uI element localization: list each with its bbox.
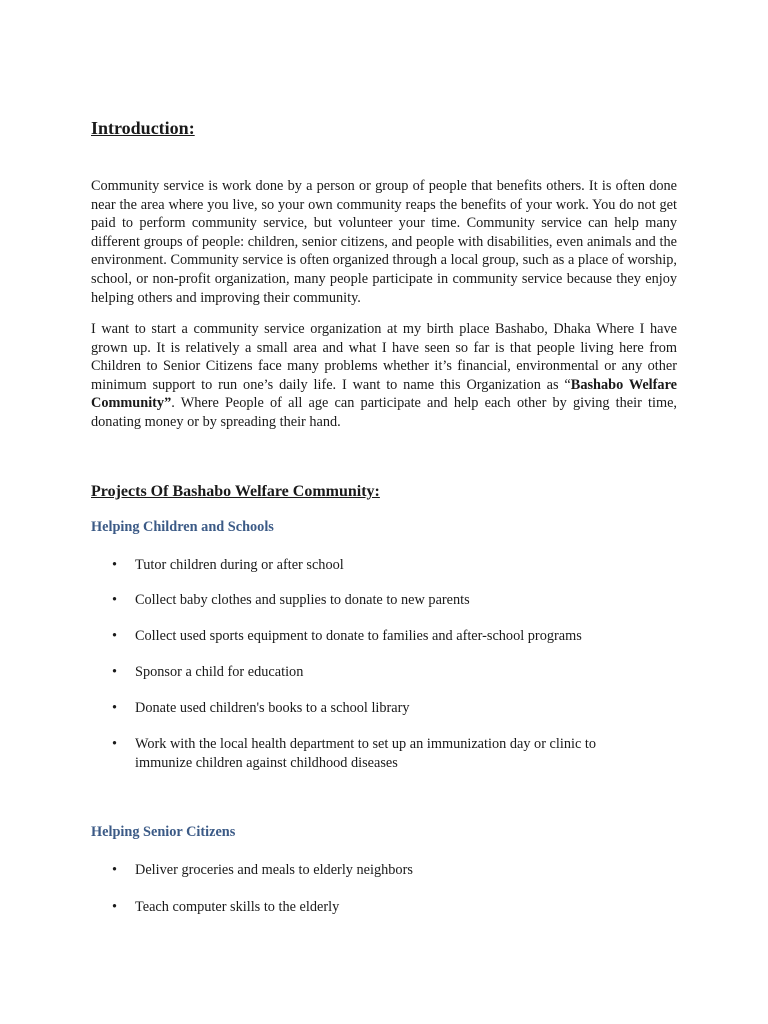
organization-name: Bashabo Welfare Community” <box>91 376 677 412</box>
bullet-icon: • <box>112 592 118 608</box>
intro-paragraph-2-text-start: I want to start a community service organization at my birth place Bashabo, Dhaka Where I have grown up. It is relatively a small area and what I have seen so far is that people living here from Children to Senior Citizens face many problems whether it’s financial, environmental or any other minimum support to run one’s daily life. I want to name this Organization as “ <box>91 321 677 393</box>
list-item-text: Donate used children's books to a school library <box>135 700 410 716</box>
bullet-icon: • <box>112 664 118 680</box>
bullet-icon: • <box>112 557 118 573</box>
list-item-text: Teach computer skills to the elderly <box>135 899 340 915</box>
list-item-text: Collect baby clothes and supplies to donate to new parents <box>135 592 470 608</box>
intro-paragraph-2 <box>91 320 677 432</box>
intro-paragraph-2-text-end: . Where People of all age can participate and help each other by giving their time, donating money or by spreading their hand. <box>91 395 677 430</box>
intro-heading: Introduction: <box>91 118 195 138</box>
projects-heading: Projects Of Bashabo Welfare Community: <box>91 483 380 500</box>
bullet-icon: • <box>112 899 118 915</box>
seniors-section-title: Helping Senior Citizens <box>91 824 236 840</box>
children-section-title: Helping Children and Schools <box>91 519 274 535</box>
list-item-text: Sponsor a child for education <box>135 664 304 680</box>
list-item-text: Tutor children during or after school <box>135 557 344 573</box>
intro-paragraph-1: Community service is work done by a person or group of people that benefits others. It is often done near the area where you live, so your own community reaps the benefits of your work. You do not get paid to perform community service, but volunteer your time. Community service can help many different groups of people: children, senior citizens, and people with disabilities, even animals and the environment. Community service is often organized through a local group, such as a place of worship, school, or non-profit organization, many people participate in community service because they enjoy helping others and improving their community. <box>91 178 677 306</box>
list-item-text: Deliver groceries and meals to elderly neighbors <box>135 862 413 878</box>
bullet-icon: • <box>112 736 118 752</box>
bullet-icon: • <box>112 628 118 644</box>
bullet-icon: • <box>112 862 118 878</box>
bullet-icon: • <box>112 700 118 716</box>
list-item-text: Work with the local health department to set up an immunization day or clinic to immunize children against childhood diseases <box>135 736 596 771</box>
list-item-text: Collect used sports equipment to donate to families and after-school programs <box>135 628 582 644</box>
